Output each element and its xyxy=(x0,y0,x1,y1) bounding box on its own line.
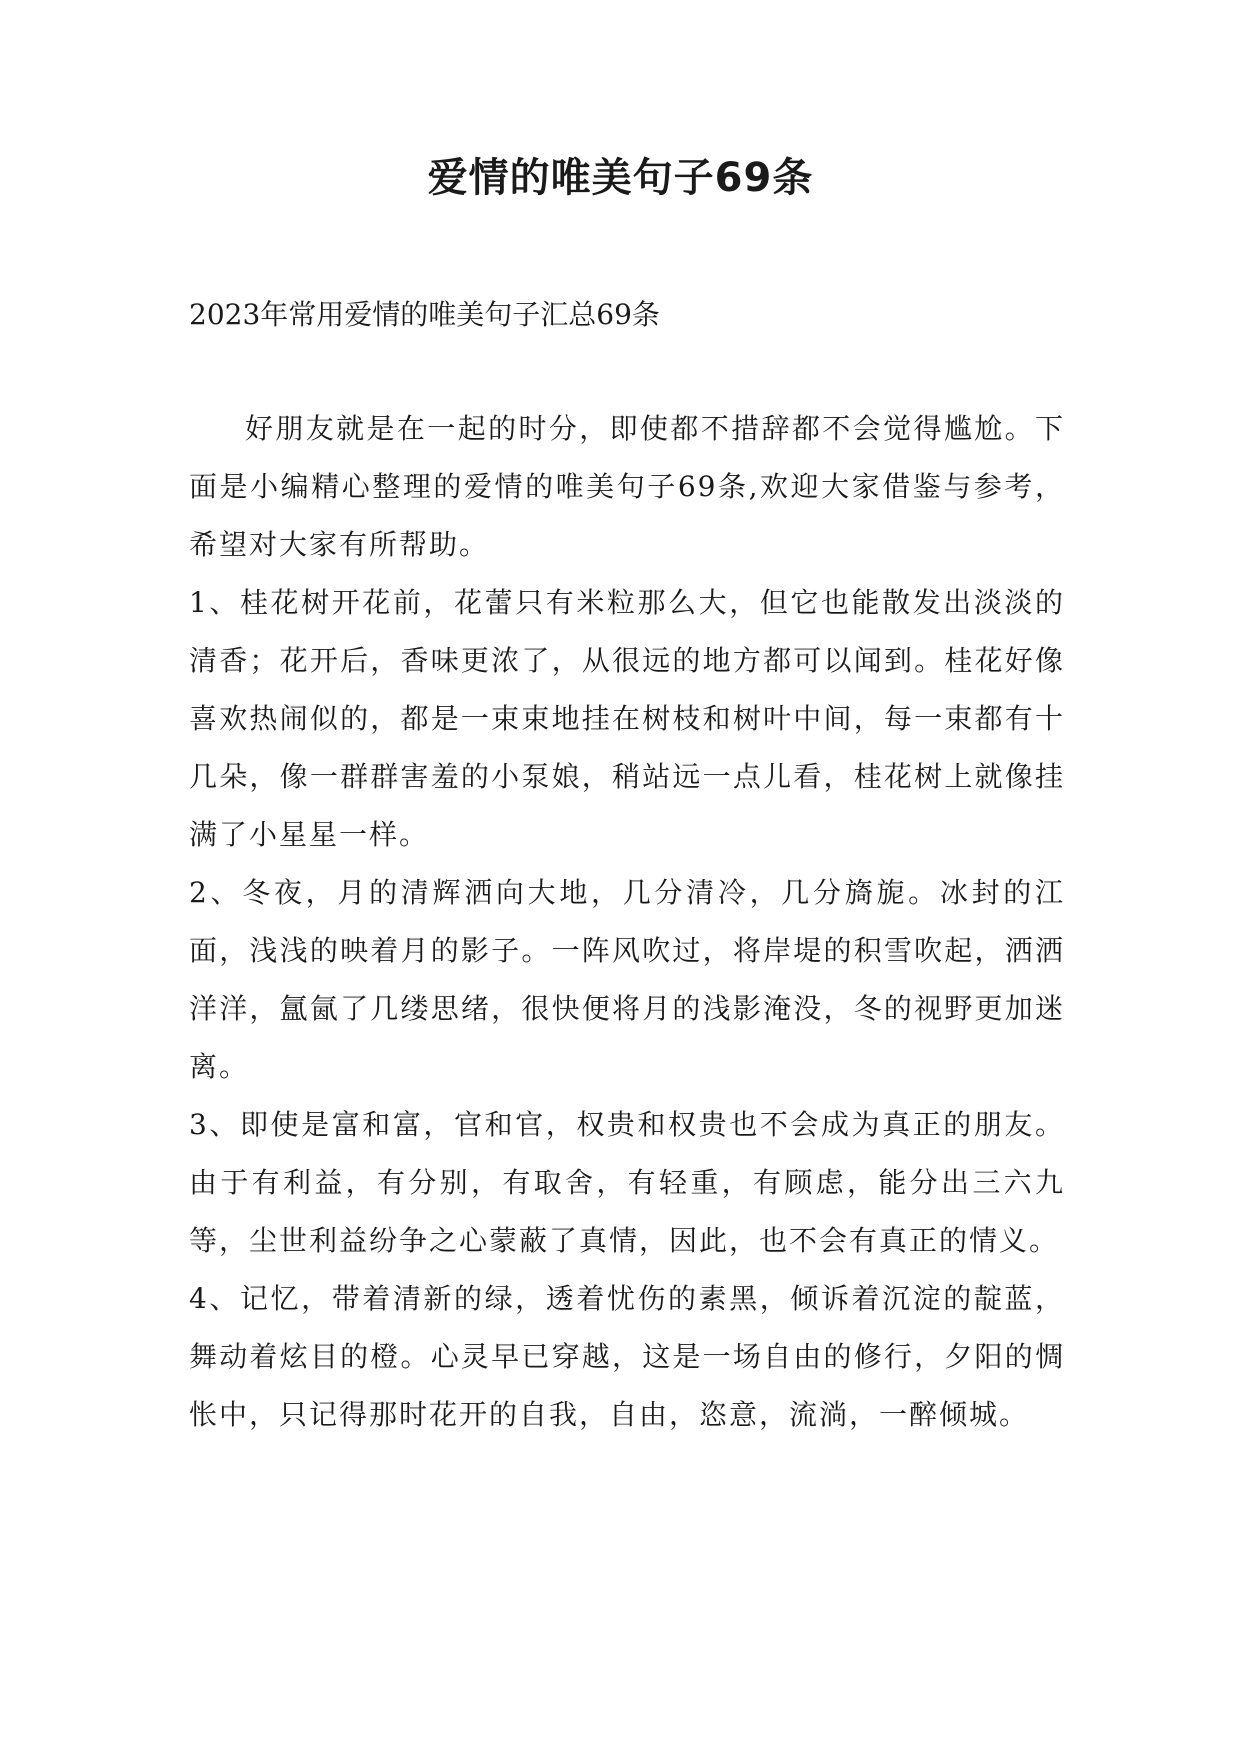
document-subtitle: 2023年常用爱情的唯美句子汇总69条 xyxy=(189,298,660,331)
intro-paragraph: 好朋友就是在一起的时分，即使都不措辞都不会觉得尴尬。下面是小编精心整理的爱情的唯美句子69条,欢迎大家借鉴与参考，希望对大家有所帮助。 xyxy=(189,412,1065,561)
list-item-3: 3、即使是富和富，官和官，权贵和权贵也不会成为真正的朋友。由于有利益，有分别，有取舍，有轻重，有顾虑，能分出三六九等，尘世利益纷争之心蒙蔽了真情，因此，也不会有真正的情义。 xyxy=(189,1108,1065,1257)
document-title: 爱情的唯美句子69条 xyxy=(427,155,814,201)
list-item-1: 1、桂花树开花前，花蕾只有米粒那么大，但它也能散发出淡淡的清香；花开后，香味更浓了，从很远的地方都可以闻到。桂花好像喜欢热闹似的，都是一束束地挂在树枝和树叶中间，每一束都有十几朵，像一群群害羞的小泵娘，稍站远一点儿看，桂花树上就像挂满了小星星一样。 xyxy=(189,586,1065,851)
document-body xyxy=(189,400,1065,1444)
list-item-4: 4、记忆，带着清新的绿，透着忧伤的素黑，倾诉着沉淀的靛蓝，舞动着炫目的橙。心灵早已穿越，这是一场自由的修行，夕阳的惆怅中，只记得那时花开的自我，自由，恣意，流淌，一醉倾城。 xyxy=(189,1282,1065,1431)
list-item-2: 2、冬夜，月的清辉洒向大地，几分清冷，几分旖旎。冰封的江面，浅浅的映着月的影子。一阵风吹过，将岸堤的积雪吹起，洒洒洋洋，氲氤了几缕思绪，很快便将月的浅影淹没，冬的视野更加迷离。 xyxy=(189,876,1065,1083)
